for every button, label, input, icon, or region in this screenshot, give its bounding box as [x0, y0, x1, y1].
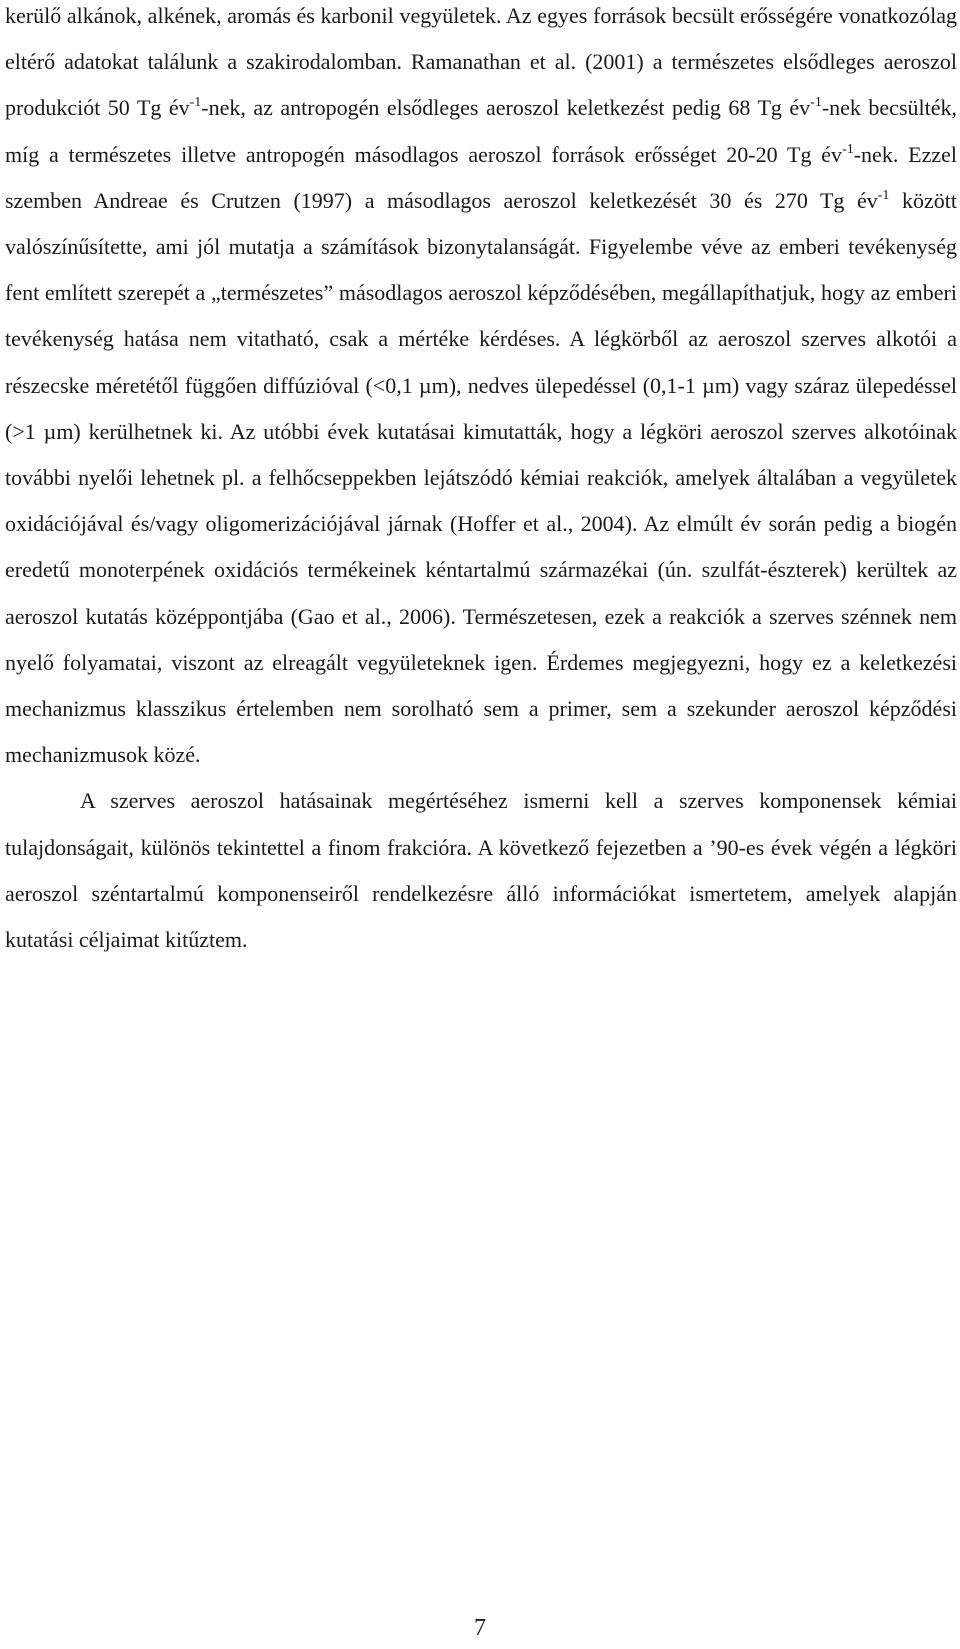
text-run: között valószínűsítette, ami jól mutatja a számítások bizonytalanságát. Figyelembe véve az emberi tevékenység fent említett szerepét a „természetes” másodlagos aeroszol képződésében, megállapíthatjuk, hogy az emberi tevékenység hatása nem vitatható, csak a mértéke kérdéses. A légkörből az aeroszol szerves alkotói a részecske méretétől függően diffúzióval (<0,1 µm), nedves ülepedéssel (0,1-1 µm) vagy száraz ülepedéssel (>1 µm) kerülhetnek ki. Az utóbbi évek kutatásai kimutatták, hogy a légköri aeroszol szerves alkotóinak további nyelői lehetnek pl. a felhőcseppekben lejátszódó kémiai reakciók, amelyek általában a vegyületek oxidációjával és/vagy oligomerizációjával járnak (Hoffer et al., 2004). Az elmúlt év során pedig a biogén eredetű monoterpének oxidációs termékeinek kéntartalmú származékai (ún. szulfát-észterek) kerültek az aeroszol kutatás középpontjába (Gao et al., 2006). Természetesen, ezek a reakciók a szerves szénnek nem nyelő folyamatai, viszont az elreagált vegyületeknek igen. Érdemes megjegyezni, hogy ez a keletkezési mechanizmus klasszikus értelemben nem sorolható sem a primer, sem a szekunder aeroszol képződési mechanizmusok közé. — [5, 187, 957, 768]
body-text — [5, 0, 957, 963]
superscript: -1 — [189, 95, 202, 111]
text-run: -nek, az antropogén elsődleges aeroszol keletkezést pedig 68 Tg év — [201, 95, 811, 121]
text-run: kerülő alkánok, alkének, aromás és karbonil vegyületek. Az egyes források becsült erősségére vonatkozólag eltérő adatokat találunk a szakirodalomban. Ramanathan et al. (2001) a természetes elsődleges aeroszol produkciót 50 Tg év — [5, 3, 957, 121]
text-run: A szerves aeroszol hatásainak megértéséhez ismerni kell a szerves komponensek kémiai tulajdonságait, különös tekintettel a finom frakcióra. A következő fejezetben a ’90-es évek végén a légköri aeroszol széntartalmú komponenseiről rendelkezésre álló információkat ismertetem, amelyek alapján kutatási céljaimat kitűztem. — [5, 788, 957, 953]
paragraph-organic-aerosol-effects — [5, 778, 957, 963]
text-run: -nek. Ezzel szemben Andreae és Crutzen (1997) a másodlagos aeroszol keletkezését 30 és 270 Tg év — [5, 141, 957, 213]
text-run: -nek becsülték, míg a természetes illetve antropogén másodlagos aeroszol források erősséget 20-20 Tg év — [5, 95, 957, 167]
page-number: 7 — [474, 1615, 486, 1641]
paragraph-aerosol-sources — [5, 0, 957, 778]
superscript: -1 — [810, 95, 822, 111]
superscript: -1 — [842, 141, 854, 157]
superscript: -1 — [877, 187, 890, 203]
